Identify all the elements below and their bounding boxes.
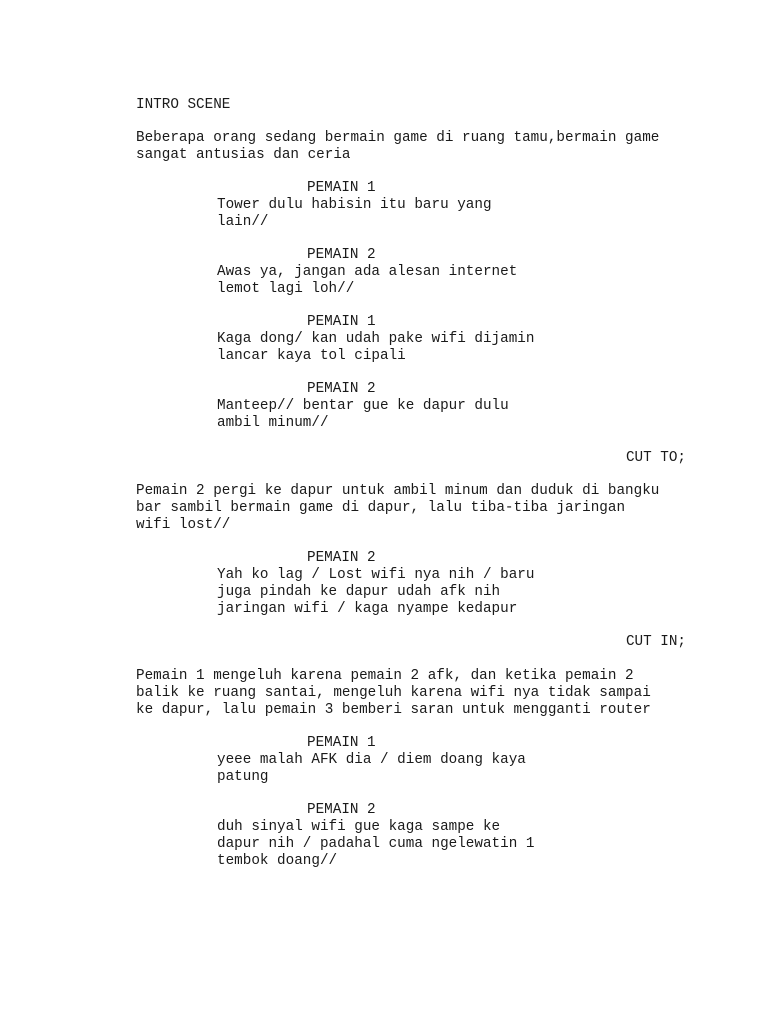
dialogue-line: tembok doang// bbox=[217, 853, 338, 869]
dialogue-line: yeee malah AFK dia / diem doang kaya bbox=[217, 752, 526, 768]
character-name: PEMAIN 1 bbox=[307, 314, 376, 330]
character-name: PEMAIN 2 bbox=[307, 247, 376, 263]
dialogue-line: juga pindah ke dapur udah afk nih bbox=[217, 584, 501, 600]
dialogue-line: Manteep// bentar gue ke dapur dulu bbox=[217, 398, 509, 414]
dialogue-line: lancar kaya tol cipali bbox=[217, 348, 406, 364]
scene-heading: INTRO SCENE bbox=[136, 97, 231, 113]
dialogue-line: Yah ko lag / Lost wifi nya nih / baru bbox=[217, 567, 535, 583]
character-name: PEMAIN 2 bbox=[307, 381, 376, 397]
dialogue-line: jaringan wifi / kaga nyampe kedapur bbox=[217, 601, 518, 617]
action-line: Pemain 2 pergi ke dapur untuk ambil minum dan duduk di bangku bbox=[136, 483, 660, 499]
action-line: Pemain 1 mengeluh karena pemain 2 afk, dan ketika pemain 2 bbox=[136, 668, 634, 684]
dialogue-line: Kaga dong/ kan udah pake wifi dijamin bbox=[217, 331, 535, 347]
character-name: PEMAIN 1 bbox=[307, 180, 376, 196]
character-name: PEMAIN 2 bbox=[307, 802, 376, 818]
action-line: Beberapa orang sedang bermain game di ruang tamu,bermain game bbox=[136, 130, 660, 146]
action-line: sangat antusias dan ceria bbox=[136, 147, 351, 163]
action-line: balik ke ruang santai, mengeluh karena wifi nya tidak sampai bbox=[136, 685, 651, 701]
dialogue-line: lain// bbox=[217, 214, 269, 230]
dialogue-line: ambil minum// bbox=[217, 415, 329, 431]
dialogue-line: patung bbox=[217, 769, 269, 785]
dialogue-line: lemot lagi loh// bbox=[217, 281, 355, 297]
dialogue-line: duh sinyal wifi gue kaga sampe ke bbox=[217, 819, 501, 835]
transition: CUT IN; bbox=[625, 634, 686, 650]
action-line: bar sambil bermain game di dapur, lalu tiba-tiba jaringan bbox=[136, 500, 626, 516]
transition: CUT TO; bbox=[625, 450, 686, 466]
dialogue-line: Awas ya, jangan ada alesan internet bbox=[217, 264, 518, 280]
action-line: wifi lost// bbox=[136, 517, 231, 533]
dialogue-line: dapur nih / padahal cuma ngelewatin 1 bbox=[217, 836, 535, 852]
character-name: PEMAIN 2 bbox=[307, 550, 376, 566]
action-line: ke dapur, lalu pemain 3 bemberi saran untuk mengganti router bbox=[136, 702, 651, 718]
dialogue-line: Tower dulu habisin itu baru yang bbox=[217, 197, 492, 213]
character-name: PEMAIN 1 bbox=[307, 735, 376, 751]
